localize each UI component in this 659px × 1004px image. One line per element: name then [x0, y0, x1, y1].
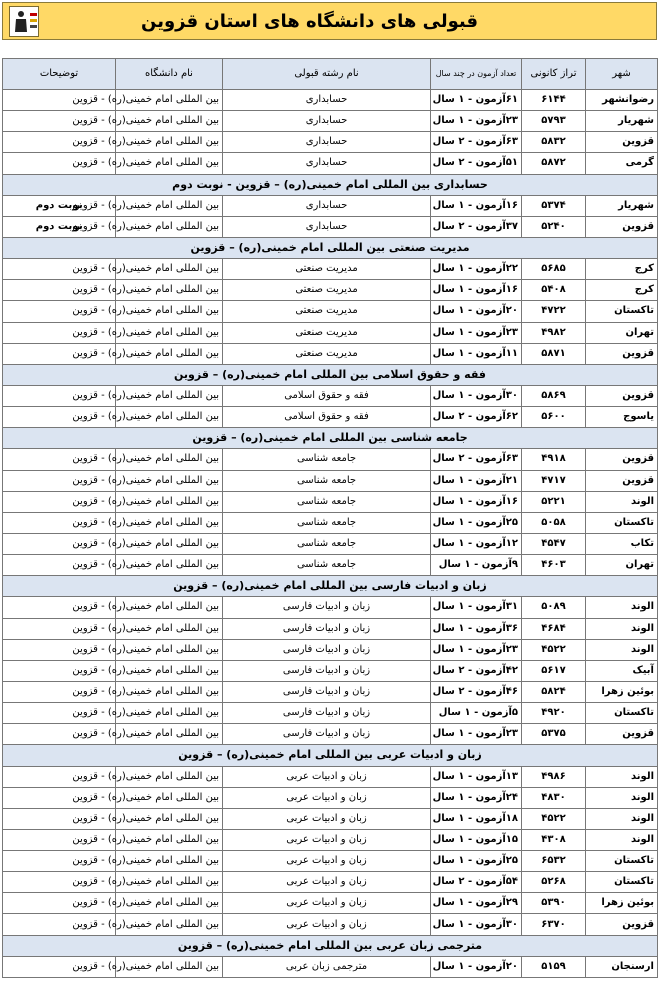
city-cell: آبیک — [586, 660, 658, 681]
major-cell: زبان و ادبیات عربی — [223, 851, 431, 872]
major-cell: زبان و ادبیات فارسی — [223, 703, 431, 724]
score-cell: ۴۶۰۳ — [522, 555, 586, 576]
city-cell: ارسنجان — [586, 956, 658, 977]
city-cell: الوند — [586, 808, 658, 829]
score-cell: ۵۸۲۴ — [522, 681, 586, 702]
logo-icon — [9, 6, 39, 37]
score-cell: ۴۵۲۲ — [522, 808, 586, 829]
exams-cell: ۲۰آزمون - ۱ سال — [431, 956, 522, 977]
section-title: جامعه شناسی بین المللی امام خمینی(ره) – قزوین — [3, 428, 658, 449]
table-row — [3, 449, 658, 470]
major-cell: مدیریت صنعتی — [223, 322, 431, 343]
major-cell: زبان و ادبیات عربی — [223, 914, 431, 935]
major-cell: حسابداری — [223, 90, 431, 111]
exams-cell: ۲۱آزمون - ۱ سال — [431, 470, 522, 491]
section-header-row — [3, 935, 658, 956]
page-title: قبولی های دانشگاه های استان قزوین — [141, 11, 478, 32]
university-cell: بین المللی امام خمینی(ره) - قزوین — [116, 829, 223, 850]
table-row — [3, 914, 658, 935]
table-row — [3, 766, 658, 787]
major-cell: زبان و ادبیات عربی — [223, 872, 431, 893]
major-cell: مترجمی زبان عربی — [223, 956, 431, 977]
city-cell: الوند — [586, 829, 658, 850]
table-row — [3, 132, 658, 153]
major-cell: زبان و ادبیات فارسی — [223, 660, 431, 681]
major-cell: جامعه شناسی — [223, 533, 431, 554]
exams-cell: ۳۷آزمون - ۲ سال — [431, 216, 522, 237]
exams-cell: ۲۹آزمون - ۱ سال — [431, 893, 522, 914]
university-cell: بین المللی امام خمینی(ره) - قزوین — [116, 681, 223, 702]
city-cell: الوند — [586, 597, 658, 618]
university-cell: بین المللی امام خمینی(ره) - قزوین — [116, 90, 223, 111]
score-cell: ۵۶۱۷ — [522, 660, 586, 681]
university-cell: بین المللی امام خمینی(ره) - قزوین — [116, 449, 223, 470]
header-notes: توضیحات — [3, 59, 116, 90]
score-cell: ۵۸۷۲ — [522, 153, 586, 174]
major-cell: زبان و ادبیات فارسی — [223, 618, 431, 639]
score-cell: ۴۹۱۸ — [522, 449, 586, 470]
major-cell: زبان و ادبیات عربی — [223, 787, 431, 808]
table-row — [3, 470, 658, 491]
city-cell: تهران — [586, 322, 658, 343]
major-cell: فقه و حقوق اسلامی — [223, 385, 431, 406]
score-cell: ۵۰۸۹ — [522, 597, 586, 618]
logo-stripe-dark — [30, 25, 37, 28]
university-cell: بین المللی امام خمینی(ره) - قزوین — [116, 724, 223, 745]
university-cell: بین المللی امام خمینی(ره) - قزوین — [116, 787, 223, 808]
score-cell: ۵۳۹۰ — [522, 893, 586, 914]
city-cell: قزوین — [586, 385, 658, 406]
university-cell: بین المللی امام خمینی(ره) - قزوین — [116, 111, 223, 132]
university-cell: بین المللی امام خمینی(ره) - قزوین — [116, 301, 223, 322]
table-row — [3, 893, 658, 914]
university-cell: بین المللی امام خمینی(ره) - قزوین — [116, 618, 223, 639]
header-exams: تعداد آزمون در چند سال — [431, 59, 522, 90]
table-row — [3, 301, 658, 322]
major-cell: زبان و ادبیات فارسی — [223, 597, 431, 618]
table-row — [3, 90, 658, 111]
city-cell: بوئین زهرا — [586, 681, 658, 702]
university-cell: بین المللی امام خمینی(ره) - قزوین — [116, 851, 223, 872]
exams-cell: ۹آزمون - ۱ سال — [431, 555, 522, 576]
score-cell: ۴۶۸۴ — [522, 618, 586, 639]
city-cell: شهریار — [586, 195, 658, 216]
major-cell: زبان و ادبیات عربی — [223, 893, 431, 914]
university-cell: بین المللی امام خمینی(ره) - قزوین — [116, 259, 223, 280]
major-cell: زبان و ادبیات فارسی — [223, 639, 431, 660]
exams-cell: ۴۲آزمون - ۲ سال — [431, 660, 522, 681]
exams-cell: ۴۶آزمون - ۲ سال — [431, 681, 522, 702]
major-cell: حسابداری — [223, 153, 431, 174]
table-row — [3, 639, 658, 660]
exams-cell: ۵۱آزمون - ۲ سال — [431, 153, 522, 174]
exams-cell: ۱۲آزمون - ۱ سال — [431, 533, 522, 554]
major-cell: مدیریت صنعتی — [223, 343, 431, 364]
exams-cell: ۲۲آزمون - ۱ سال — [431, 259, 522, 280]
score-cell: ۴۷۲۲ — [522, 301, 586, 322]
major-cell: مدیریت صنعتی — [223, 280, 431, 301]
university-cell: بین المللی امام خمینی(ره) - قزوین — [116, 533, 223, 554]
table-row — [3, 491, 658, 512]
table-row — [3, 681, 658, 702]
score-cell: ۴۹۸۲ — [522, 322, 586, 343]
table-row — [3, 851, 658, 872]
exams-cell: ۶۱آزمون - ۱ سال — [431, 90, 522, 111]
city-cell: تاکستان — [586, 851, 658, 872]
exams-cell: ۱۶آزمون - ۱ سال — [431, 195, 522, 216]
table-row — [3, 280, 658, 301]
score-cell: ۵۸۶۹ — [522, 385, 586, 406]
exams-cell: ۲۳آزمون - ۱ سال — [431, 724, 522, 745]
city-cell: کرج — [586, 259, 658, 280]
university-cell: بین المللی امام خمینی(ره) - قزوین — [116, 914, 223, 935]
major-cell: زبان و ادبیات فارسی — [223, 724, 431, 745]
table-row — [3, 153, 658, 174]
university-cell: بین المللی امام خمینی(ره) - قزوین — [116, 703, 223, 724]
exams-cell: ۱۶آزمون - ۱ سال — [431, 491, 522, 512]
major-cell: فقه و حقوق اسلامی — [223, 407, 431, 428]
header-major: نام رشته قبولی — [223, 59, 431, 90]
city-cell: کرج — [586, 280, 658, 301]
city-cell: الوند — [586, 618, 658, 639]
city-cell: گرمی — [586, 153, 658, 174]
score-cell: ۶۵۳۲ — [522, 851, 586, 872]
city-cell: الوند — [586, 639, 658, 660]
exams-cell: ۵آزمون - ۱ سال — [431, 703, 522, 724]
table-row — [3, 555, 658, 576]
section-header-row — [3, 237, 658, 258]
major-cell: حسابداری — [223, 216, 431, 237]
section-header-row — [3, 364, 658, 385]
score-cell: ۵۶۸۵ — [522, 259, 586, 280]
city-cell: تکاب — [586, 533, 658, 554]
university-cell: بین المللی امام خمینی(ره) - قزوین — [116, 660, 223, 681]
major-cell: جامعه شناسی — [223, 449, 431, 470]
city-cell: تهران — [586, 555, 658, 576]
city-cell: الوند — [586, 491, 658, 512]
score-cell: ۵۰۵۸ — [522, 512, 586, 533]
city-cell: قزوین — [586, 914, 658, 935]
table-row — [3, 660, 658, 681]
major-cell: جامعه شناسی — [223, 555, 431, 576]
header-score: تراز کانونی — [522, 59, 586, 90]
university-cell: بین المللی امام خمینی(ره) - قزوین — [116, 808, 223, 829]
logo-stripe-gold — [30, 19, 37, 22]
exams-cell: ۳۶آزمون - ۱ سال — [431, 618, 522, 639]
section-header-row — [3, 174, 658, 195]
score-cell: ۴۷۱۷ — [522, 470, 586, 491]
exams-cell: ۲۳آزمون - ۱ سال — [431, 639, 522, 660]
score-cell: ۵۱۵۹ — [522, 956, 586, 977]
header-city: شهر — [586, 59, 658, 90]
university-cell: بین المللی امام خمینی(ره) - قزوین — [116, 470, 223, 491]
table-row — [3, 343, 658, 364]
table-header-row — [3, 59, 658, 90]
major-cell: زبان و ادبیات فارسی — [223, 681, 431, 702]
header-university: نام دانشگاه — [116, 59, 223, 90]
score-cell: ۴۸۳۰ — [522, 787, 586, 808]
table-row — [3, 195, 658, 216]
city-cell: الوند — [586, 787, 658, 808]
exams-cell: ۱۵آزمون - ۱ سال — [431, 829, 522, 850]
table-row — [3, 808, 658, 829]
table-row — [3, 512, 658, 533]
notes-cell: نوبت دوم — [3, 195, 116, 216]
table-row — [3, 597, 658, 618]
table-row — [3, 703, 658, 724]
score-cell: ۵۶۰۰ — [522, 407, 586, 428]
exams-cell: ۳۰آزمون - ۱ سال — [431, 385, 522, 406]
section-header-row — [3, 576, 658, 597]
table-row — [3, 111, 658, 132]
score-cell: ۶۱۴۴ — [522, 90, 586, 111]
university-cell: بین المللی امام خمینی(ره) - قزوین — [116, 512, 223, 533]
city-cell: قزوین — [586, 343, 658, 364]
table-row — [3, 956, 658, 977]
table-row — [3, 259, 658, 280]
title-banner — [2, 2, 657, 40]
major-cell: مدیریت صنعتی — [223, 301, 431, 322]
university-cell: بین المللی امام خمینی(ره) - قزوین — [116, 766, 223, 787]
table-row — [3, 829, 658, 850]
exams-cell: ۶۲آزمون - ۲ سال — [431, 407, 522, 428]
exams-cell: ۶۳آزمون - ۲ سال — [431, 449, 522, 470]
score-cell: ۵۲۲۱ — [522, 491, 586, 512]
city-cell: تاکستان — [586, 512, 658, 533]
major-cell: حسابداری — [223, 195, 431, 216]
table-row — [3, 216, 658, 237]
exams-cell: ۶۳آزمون - ۲ سال — [431, 132, 522, 153]
score-cell: ۴۵۲۲ — [522, 639, 586, 660]
major-cell: جامعه شناسی — [223, 512, 431, 533]
city-cell: قزوین — [586, 216, 658, 237]
score-cell: ۵۳۷۵ — [522, 724, 586, 745]
table-row — [3, 872, 658, 893]
city-cell: تاکستان — [586, 301, 658, 322]
university-cell: بین المللی امام خمینی(ره) - قزوین — [116, 597, 223, 618]
university-cell: بین المللی امام خمینی(ره) - قزوین — [116, 132, 223, 153]
score-cell: ۵۴۰۸ — [522, 280, 586, 301]
major-cell: مدیریت صنعتی — [223, 259, 431, 280]
city-cell: قزوین — [586, 132, 658, 153]
university-cell: بین المللی امام خمینی(ره) - قزوین — [116, 343, 223, 364]
university-cell: بین المللی امام خمینی(ره) - قزوین — [116, 385, 223, 406]
exams-cell: ۲۴آزمون - ۱ سال — [431, 787, 522, 808]
table-row — [3, 724, 658, 745]
exams-cell: ۱۳آزمون - ۱ سال — [431, 766, 522, 787]
table-row — [3, 407, 658, 428]
notes-cell: نوبت دوم — [3, 216, 116, 237]
section-header-row — [3, 428, 658, 449]
university-cell: بین المللی امام خمینی(ره) - قزوین — [116, 893, 223, 914]
exams-cell: ۱۸آزمون - ۱ سال — [431, 808, 522, 829]
table-row — [3, 322, 658, 343]
section-title: مترجمی زبان عربی بین المللی امام خمینی(ره) – قزوین — [3, 935, 658, 956]
city-cell: الوند — [586, 766, 658, 787]
exams-cell: ۲۳آزمون - ۱ سال — [431, 322, 522, 343]
university-cell: بین المللی امام خمینی(ره) - قزوین — [116, 639, 223, 660]
logo-stripe-red — [30, 13, 37, 16]
university-cell: بین المللی امام خمینی(ره) - قزوین — [116, 872, 223, 893]
score-cell: ۵۸۳۲ — [522, 132, 586, 153]
exams-cell: ۳۱آزمون - ۱ سال — [431, 597, 522, 618]
university-cell: بین المللی امام خمینی(ره) - قزوین — [116, 280, 223, 301]
exams-cell: ۱۱آزمون - ۱ سال — [431, 343, 522, 364]
exams-cell: ۲۵آزمون - ۱ سال — [431, 512, 522, 533]
city-cell: تاکستان — [586, 872, 658, 893]
city-cell: رضوانشهر — [586, 90, 658, 111]
university-cell: بین المللی امام خمینی(ره) - قزوین — [116, 407, 223, 428]
exams-cell: ۳۰آزمون - ۱ سال — [431, 914, 522, 935]
major-cell: زبان و ادبیات عربی — [223, 808, 431, 829]
major-cell: جامعه شناسی — [223, 470, 431, 491]
university-cell: بین المللی امام خمینی(ره) - قزوین — [116, 195, 223, 216]
city-cell: تاکستان — [586, 703, 658, 724]
major-cell: حسابداری — [223, 132, 431, 153]
major-cell: جامعه شناسی — [223, 491, 431, 512]
score-cell: ۴۹۸۶ — [522, 766, 586, 787]
score-cell: ۴۳۰۸ — [522, 829, 586, 850]
university-cell: بین المللی امام خمینی(ره) - قزوین — [116, 555, 223, 576]
section-title: فقه و حقوق اسلامی بین المللی امام خمینی(ره) – قزوین — [3, 364, 658, 385]
section-title: مدیریت صنعتی بین المللی امام خمینی(ره) – قزوین — [3, 237, 658, 258]
exams-cell: ۱۶آزمون - ۱ سال — [431, 280, 522, 301]
score-cell: ۵۲۶۸ — [522, 872, 586, 893]
table-row — [3, 787, 658, 808]
university-cell: بین المللی امام خمینی(ره) - قزوین — [116, 491, 223, 512]
city-cell: بوئین زهرا — [586, 893, 658, 914]
section-title: زبان و ادبیات فارسی بین المللی امام خمینی(ره) – قزوین — [3, 576, 658, 597]
table-row — [3, 385, 658, 406]
major-cell: زبان و ادبیات عربی — [223, 829, 431, 850]
score-cell: ۴۹۲۰ — [522, 703, 586, 724]
exams-cell: ۵۴آزمون - ۲ سال — [431, 872, 522, 893]
section-title: زبان و ادبیات عربی بین المللی امام خمینی(ره) – قزوین — [3, 745, 658, 766]
city-cell: شهریار — [586, 111, 658, 132]
score-cell: ۵۷۹۳ — [522, 111, 586, 132]
table-row — [3, 533, 658, 554]
exams-cell: ۲۳آزمون - ۱ سال — [431, 111, 522, 132]
city-cell: قزوین — [586, 470, 658, 491]
table-row — [3, 618, 658, 639]
city-cell: یاسوج — [586, 407, 658, 428]
major-cell: زبان و ادبیات عربی — [223, 766, 431, 787]
city-cell: قزوین — [586, 449, 658, 470]
score-cell: ۵۳۷۴ — [522, 195, 586, 216]
table-body — [3, 90, 658, 978]
score-cell: ۵۲۴۰ — [522, 216, 586, 237]
university-cell: بین المللی امام خمینی(ره) - قزوین — [116, 216, 223, 237]
score-cell: ۶۳۷۰ — [522, 914, 586, 935]
university-cell: بین المللی امام خمینی(ره) - قزوین — [116, 956, 223, 977]
exams-cell: ۲۰آزمون - ۱ سال — [431, 301, 522, 322]
person-icon — [14, 10, 28, 34]
score-cell: ۴۵۴۷ — [522, 533, 586, 554]
section-header-row — [3, 745, 658, 766]
section-title: حسابداری بین المللی امام خمینی(ره) – قزوین - نوبت دوم — [3, 174, 658, 195]
university-cell: بین المللی امام خمینی(ره) - قزوین — [116, 153, 223, 174]
exams-cell: ۲۵آزمون - ۱ سال — [431, 851, 522, 872]
admissions-table — [2, 58, 658, 978]
university-cell: بین المللی امام خمینی(ره) - قزوین — [116, 322, 223, 343]
city-cell: قزوین — [586, 724, 658, 745]
score-cell: ۵۸۷۱ — [522, 343, 586, 364]
major-cell: حسابداری — [223, 111, 431, 132]
